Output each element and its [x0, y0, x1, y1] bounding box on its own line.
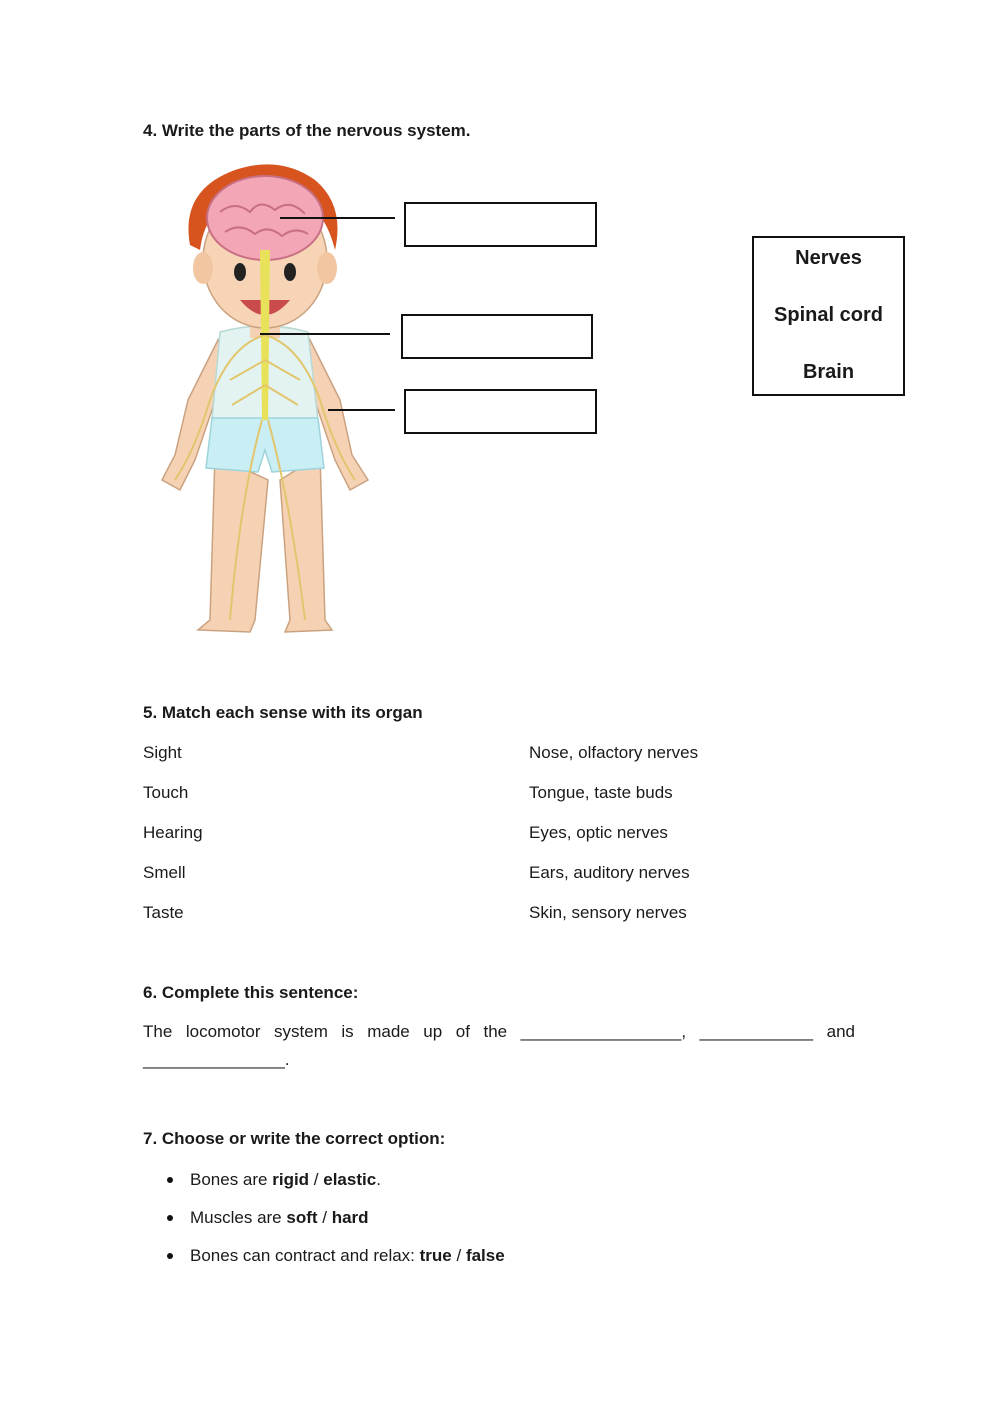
q6-sentence-line2[interactable]: _______________.: [143, 1050, 290, 1069]
q7-item-text: Muscles are: [190, 1208, 287, 1227]
q6-title: 6. Complete this sentence:: [143, 983, 359, 1002]
q7-option[interactable]: rigid: [272, 1170, 310, 1189]
word-bank-item: Spinal cord: [774, 304, 883, 326]
word-bank-item: Nerves: [795, 247, 862, 269]
q7-option[interactable]: true: [419, 1246, 452, 1265]
brain-leader-line: [280, 217, 395, 219]
bullet-icon: [167, 1253, 173, 1259]
q7-separator: /: [309, 1170, 324, 1189]
sense-item: Touch: [143, 783, 189, 802]
q7-separator: /: [317, 1208, 332, 1227]
bullet-icon: [167, 1177, 173, 1183]
q7-option[interactable]: elastic: [323, 1170, 377, 1189]
word-bank-item: Brain: [802, 361, 855, 383]
nervous-system-illustration: [140, 150, 440, 650]
q4-title: 4. Write the parts of the nervous system.: [143, 121, 471, 140]
q7-option[interactable]: false: [465, 1246, 505, 1265]
word-bank: [752, 236, 905, 396]
q7-item-text: Bones are: [190, 1170, 273, 1189]
bullet-icon: [167, 1215, 173, 1221]
sense-item: Taste: [143, 903, 184, 922]
sense-item: Smell: [143, 863, 186, 882]
q6-sentence-line1[interactable]: The locomotor system is made up of the _________________, ____________ and: [143, 1022, 855, 1041]
organ-item: Tongue, taste buds: [529, 783, 673, 802]
answer-box-brain[interactable]: [404, 202, 597, 247]
q7-item-text: Bones can contract and relax:: [190, 1246, 420, 1265]
q7-option[interactable]: soft: [286, 1208, 318, 1227]
sense-item: Sight: [143, 743, 182, 762]
answer-box-nerves[interactable]: [404, 389, 597, 434]
q7-title: 7. Choose or write the correct option:: [143, 1129, 446, 1148]
answer-box-spinal-cord[interactable]: [401, 314, 593, 359]
q7-separator: /: [451, 1246, 466, 1265]
spinal-cord-leader-line: [260, 333, 390, 335]
sense-item: Hearing: [143, 823, 203, 842]
organ-item: Skin, sensory nerves: [529, 903, 687, 922]
organ-item: Eyes, optic nerves: [529, 823, 668, 842]
q7-item-end: .: [376, 1170, 381, 1189]
q5-title: 5. Match each sense with its organ: [143, 703, 423, 722]
organ-item: Ears, auditory nerves: [529, 863, 690, 882]
organ-item: Nose, olfactory nerves: [529, 743, 699, 762]
nerves-leader-line: [328, 409, 395, 411]
q7-option[interactable]: hard: [331, 1208, 369, 1227]
